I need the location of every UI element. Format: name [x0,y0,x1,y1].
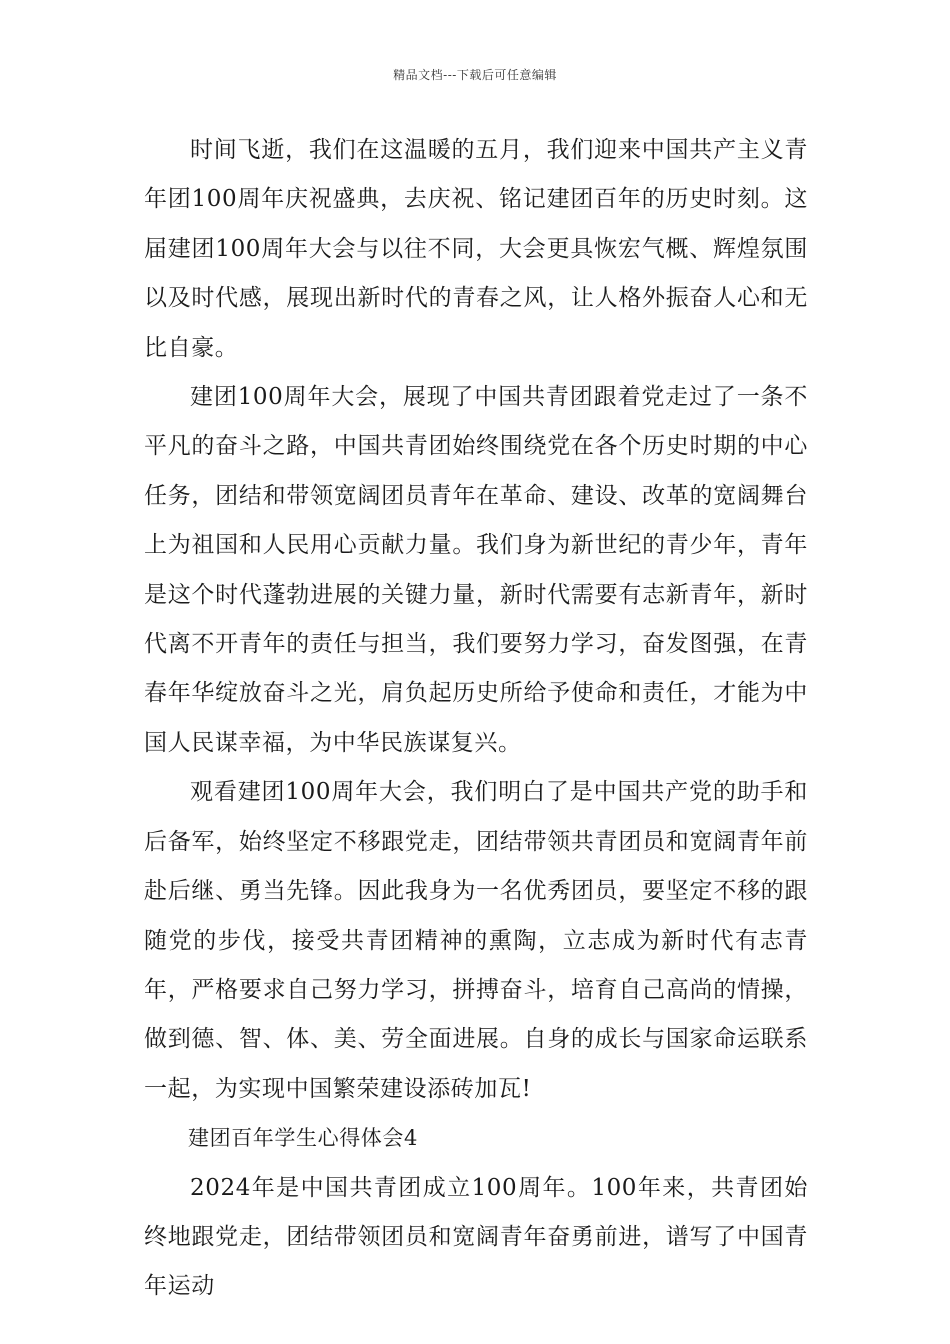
paragraph-1: 时间飞逝，我们在这温暖的五月，我们迎来中国共产主义青年团100周年庆祝盛典，去庆祝、铭记建团百年的历史时刻。这届建团100周年大会与以往不同，大会更具恢宏气概、辉煌氛围以及时代感，展现出新时代的青春之风，让人格外振奋人心和无比自豪。 [144,137,808,361]
paragraph-2: 建团100周年大会，展现了中国共青团跟着党走过了一条不平凡的奋斗之路，中国共青团始终围绕党在各个历史时期的中心任务，团结和带领宽阔团员青年在革命、建设、改革的宽阔舞台上为祖国和人民用心贡献力量。我们身为新世纪的青少年，青年是这个时代蓬勃进展的关键力量，新时代需要有志新青年，新时代离不开青年的责任与担当，我们要努力学习，奋发图强，在青春年华绽放奋斗之光，肩负起历史所给予使命和责任，才能为中国人民谋幸福，为中华民族谋复兴。 [144,384,808,756]
page-header: 精品文档---下载后可任意编辑 [393,68,557,82]
paragraph-3: 观看建团100周年大会，我们明白了是中国共产党的助手和后备军，始终坚定不移跟党走，团结带领共青团员和宽阔青年前赴后继、勇当先锋。因此我身为一名优秀团员，要坚定不移的跟随党的步伐，接受共青团精神的熏陶，立志成为新时代有志青年，严格要求自己努力学习，拼搏奋斗，培育自己高尚的情操，做到德、智、体、美、劳全面进展。自身的成长与国家命运联系一起，为实现中国繁荣建设添砖加瓦! [144,779,808,1102]
section-heading: 建团百年学生心得体会4 [188,1126,418,1151]
paragraph-4: 2024年是中国共青团成立100周年。100年来，共青团始终地跟党走，团结带领团员和宽阔青年奋勇前进，谱写了中国青年运动 [144,1174,808,1300]
document-body [144,126,808,1312]
